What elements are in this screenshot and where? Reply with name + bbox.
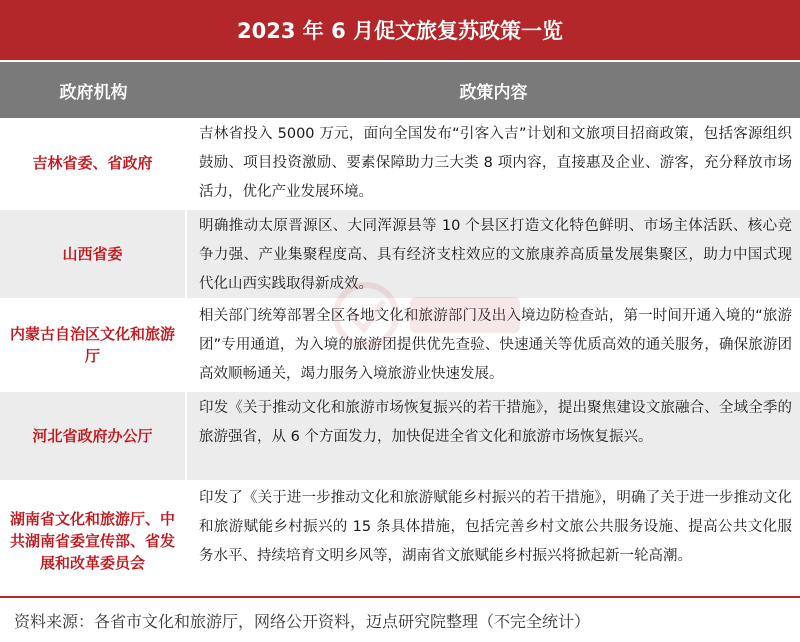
table-row xyxy=(0,300,800,392)
source-note: 资料来源：各省市文化和旅游厅，网络公开资料，迈点研究院整理（不完全统计） xyxy=(0,596,800,642)
table-row xyxy=(0,392,800,482)
table-row xyxy=(0,118,800,210)
header-content: 政策内容 xyxy=(459,82,528,103)
table-row xyxy=(0,210,800,300)
row-org: 河北省政府办公厅 xyxy=(0,392,187,480)
row-org: 湖南省文化和旅游厅、中共湖南省委宣传部、省发展和改革委员会 xyxy=(0,482,187,600)
row-content: 印发了《关于进一步推动文化和旅游赋能乡村振兴的若干措施》，明确了关于进一步推动文化和旅游赋能乡村振兴的 15 条具体措施，包括完善乡村文旅公共服务设施、提高公共文化服务水平、持续培育文明乡风等，湖南省文旅赋能乡村振兴将掀起新一轮高潮。 xyxy=(199,490,792,564)
row-org: 内蒙古自治区文化和旅游厅 xyxy=(0,300,187,390)
row-content: 印发《关于推动文化和旅游市场恢复振兴的若干措施》，提出聚焦建设文旅融合、全域全季的旅游强省，从 6 个方面发力，加快促进全省文化和旅游市场恢复振兴。 xyxy=(199,400,792,445)
row-content: 相关部门统筹部署全区各地文化和旅游部门及出入境边防检查站，第一时间开通入境的“旅游团”专用通道，为入境的旅游团提供优先查验、快速通关等优质高效的通关服务，确保旅游团高效顺畅通关，竭力服务入境旅游业快速发展。 xyxy=(199,308,792,382)
table-row xyxy=(0,482,800,602)
row-content: 明确推动太原晋源区、大同浑源县等 10 个县区打造文化特色鲜明、市场主体活跃、核心竞争力强、产业集聚程度高、具有经济支柱效应的文旅康养高质量发展集聚区，助力中国式现代化山西实践取得新成效。 xyxy=(199,218,792,292)
table-title: 2023 年 6 月促文旅复苏政策一览 xyxy=(0,0,800,60)
row-org: 吉林省委、省政府 xyxy=(0,118,187,208)
table-header xyxy=(0,60,800,118)
table-body xyxy=(0,118,800,602)
row-content: 吉林省投入 5000 万元，面向全国发布“引客入吉”计划和文旅项目招商政策，包括客源组织鼓励、项目投资激励、要素保障助力三大类 8 项内容，直接惠及企业、游客，充分释放市场活力，优化产业发展环境。 xyxy=(199,126,792,200)
header-org: 政府机构 xyxy=(59,82,128,103)
row-org: 山西省委 xyxy=(0,210,187,298)
